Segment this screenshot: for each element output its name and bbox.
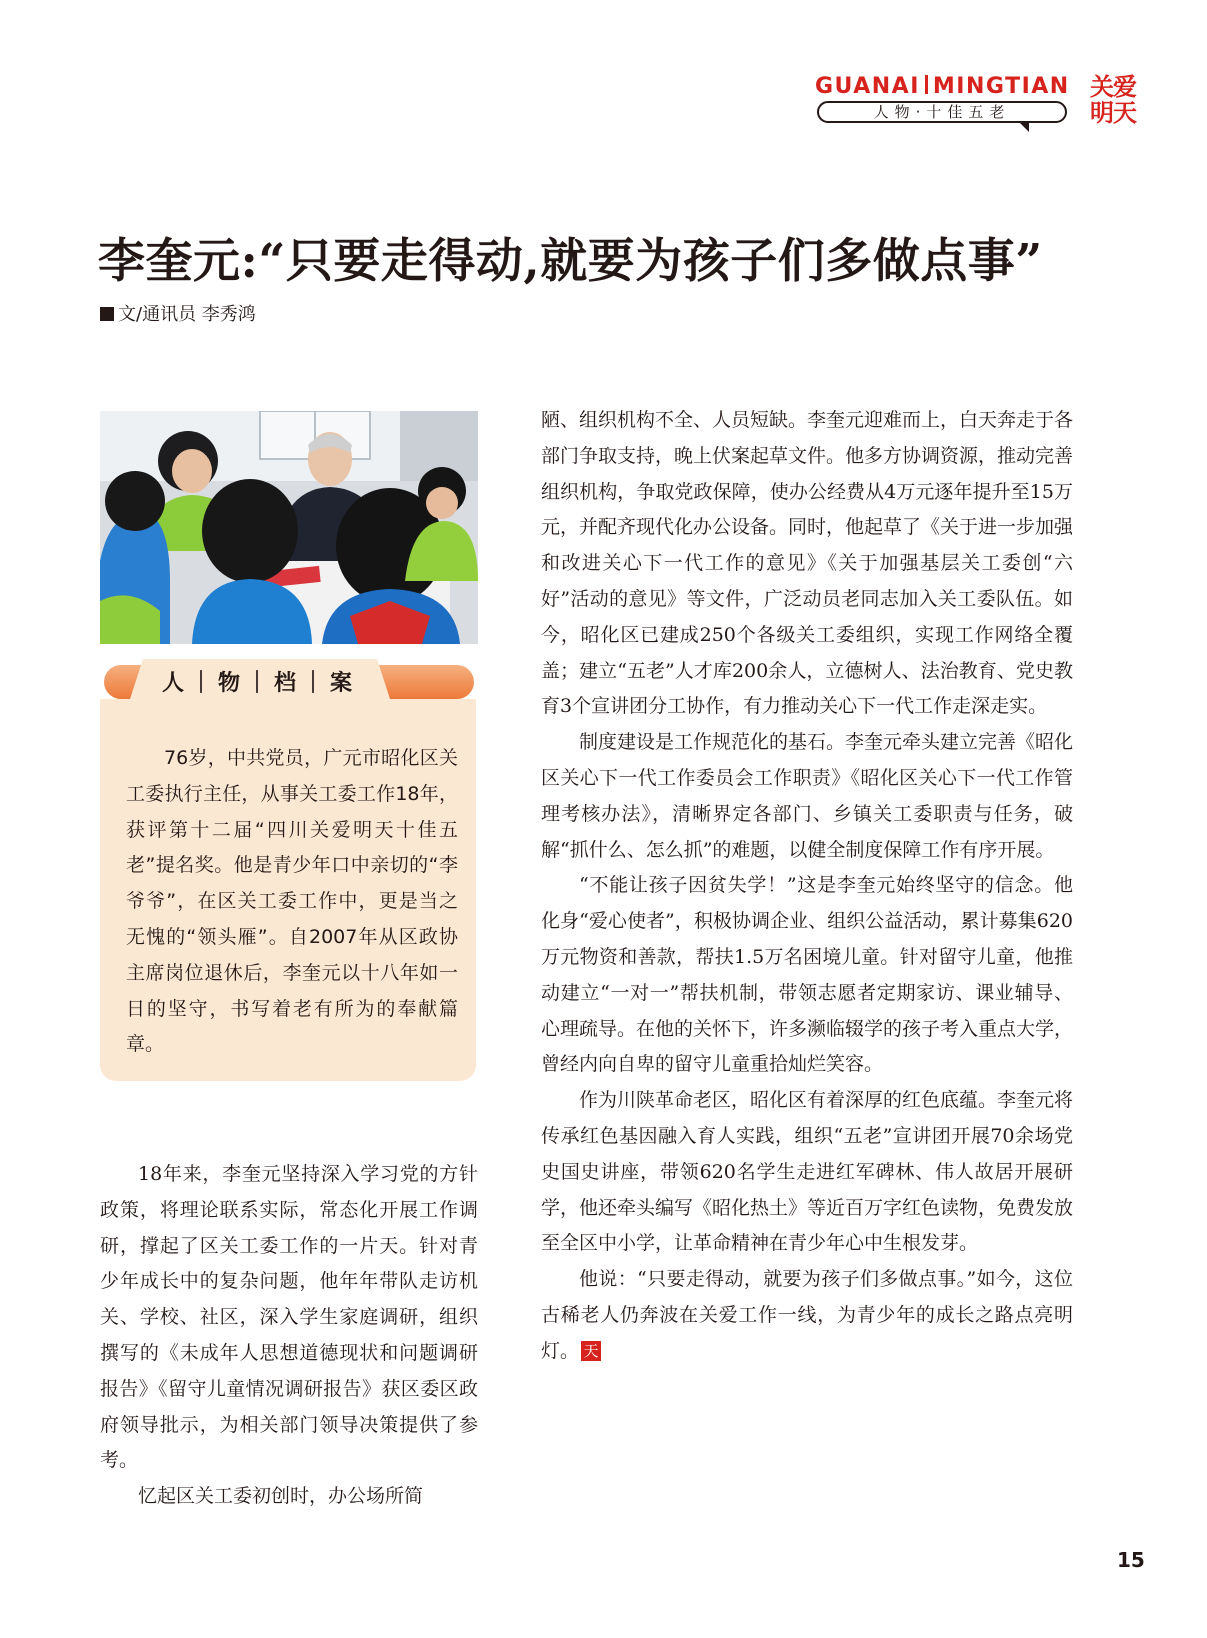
end-mark-icon: 天: [581, 1341, 601, 1361]
article-title: 李奎元:“只要走得动,就要为孩子们多做点事”: [98, 234, 1043, 289]
header-en-right: MINGTIAN: [932, 74, 1070, 99]
right-paragraph-1: 制度建设是工作规范化的基石。李奎元牵头建立完善《昭化区关心下一代工作委员会工作职责》《昭化区关心下一代工作管理考核办法》，清晰界定各部门、乡镇关工委职责与任务，破解“抓什么、怎么抓”的难题，以健全制度保障工作有序开展。: [541, 731, 1074, 861]
right-paragraph-3: 作为川陕革命老区，昭化区有着深厚的红色底蕴。李奎元将传承红色基因融入育人实践，组织“五老”宣讲团开展70余场党史国史讲座，带领620名学生走进红军碑林、伟人故居开展研学，他还牵头编写《昭化热土》等近百万字红色读物，免费发放至全区中小学，让革命精神在青少年心中生根发芽。: [541, 1089, 1074, 1255]
profile-title: 人｜物｜档｜案: [161, 671, 358, 696]
header-title-en: [815, 74, 1070, 99]
profile-text: 76岁，中共党员，广元市昭化区关工委执行主任，从事关工委工作18年，获评第十二届“四川关爱明天十佳五老”提名奖。他是青少年口中亲切的“李爷爷”，在区关工委工作中，更是当之无愧的“领头雁”。自2007年从区政协主席岗位退休后，李奎元以十八年如一日的坚守，书写着老有所为的奉献篇章。: [126, 747, 458, 1056]
byline-text: 文/通讯员 李秀鸿: [118, 304, 256, 325]
logo-line-2: 明天: [1090, 99, 1136, 127]
left-paragraph-1: 18年来，李奎元坚持深入学习党的方针政策，将理论联系实际，常态化开展工作调研，撑起了区关工委工作的一片天。针对青少年成长中的复杂问题，他年年带队走访机关、学校、社区，深入学生家庭调研，组织撰写的《未成年人思想道德现状和问题调研报告》《留守儿童情况调研报告》获区委区政府领导批示，为相关部门领导决策提供了参考。: [100, 1163, 478, 1472]
right-column: [541, 403, 1073, 1370]
article-photo: [100, 411, 478, 644]
logo-line-1: 关爱: [1090, 73, 1136, 101]
right-paragraph-4: [541, 1262, 1073, 1369]
left-column: [100, 1157, 478, 1515]
header-en-left: GUANAI: [815, 74, 920, 99]
profile-box: [100, 699, 476, 1081]
header-logo: [1090, 74, 1138, 126]
right-paragraph-2: “不能让孩子因贫失学！”这是李奎元始终坚守的信念。他化身“爱心使者”，积极协调企业、组织公益活动，累计募集620万元物资和善款，帮扶1.5万名困境儿童。针对留守儿童，他推动建立“一对一”帮扶机制，带领志愿者定期家访、课业辅导、心理疏导。在他的关怀下，许多濒临辍学的孩子考入重点大学，曾经内向自卑的留守儿童重拾灿烂笑容。: [541, 874, 1074, 1076]
left-paragraph-2: 忆起区关工委初创时，办公场所简: [138, 1485, 424, 1508]
byline-square-icon: [100, 307, 114, 321]
header-subtitle: 人物·十佳五老: [817, 101, 1067, 123]
photo-illustration: [100, 411, 478, 644]
byline: [100, 300, 256, 326]
page-number: 15: [1117, 1548, 1145, 1572]
header-divider: [925, 75, 928, 94]
right-paragraph-continuation: 陋、组织机构不全、人员短缺。李奎元迎难而上，白天奔走于各部门争取支持，晚上伏案起草文件。他多方协调资源，推动完善组织机构，争取党政保障，使办公经费从4万元逐年提升至15万元，并配齐现代化办公设备。同时，他起草了《关于进一步加强和改进关心下一代工作的意见》《关于加强基层关工委创“六好”活动的意见》等文件，广泛动员老同志加入关工委队伍。如今，昭化区已建成250个各级关工委组织，实现工作网络全覆盖；建立“五老”人才库200余人，立德树人、法治教育、党史教育3个宣讲团分工协作，有力推动关心下一代工作走深走实。: [541, 409, 1074, 718]
right-paragraph-4-text: 他说：“只要走得动，就要为孩子们多做点事。”如今，这位古稀老人仍奔波在关爱工作一线，为青少年的成长之路点亮明灯。: [541, 1268, 1073, 1362]
